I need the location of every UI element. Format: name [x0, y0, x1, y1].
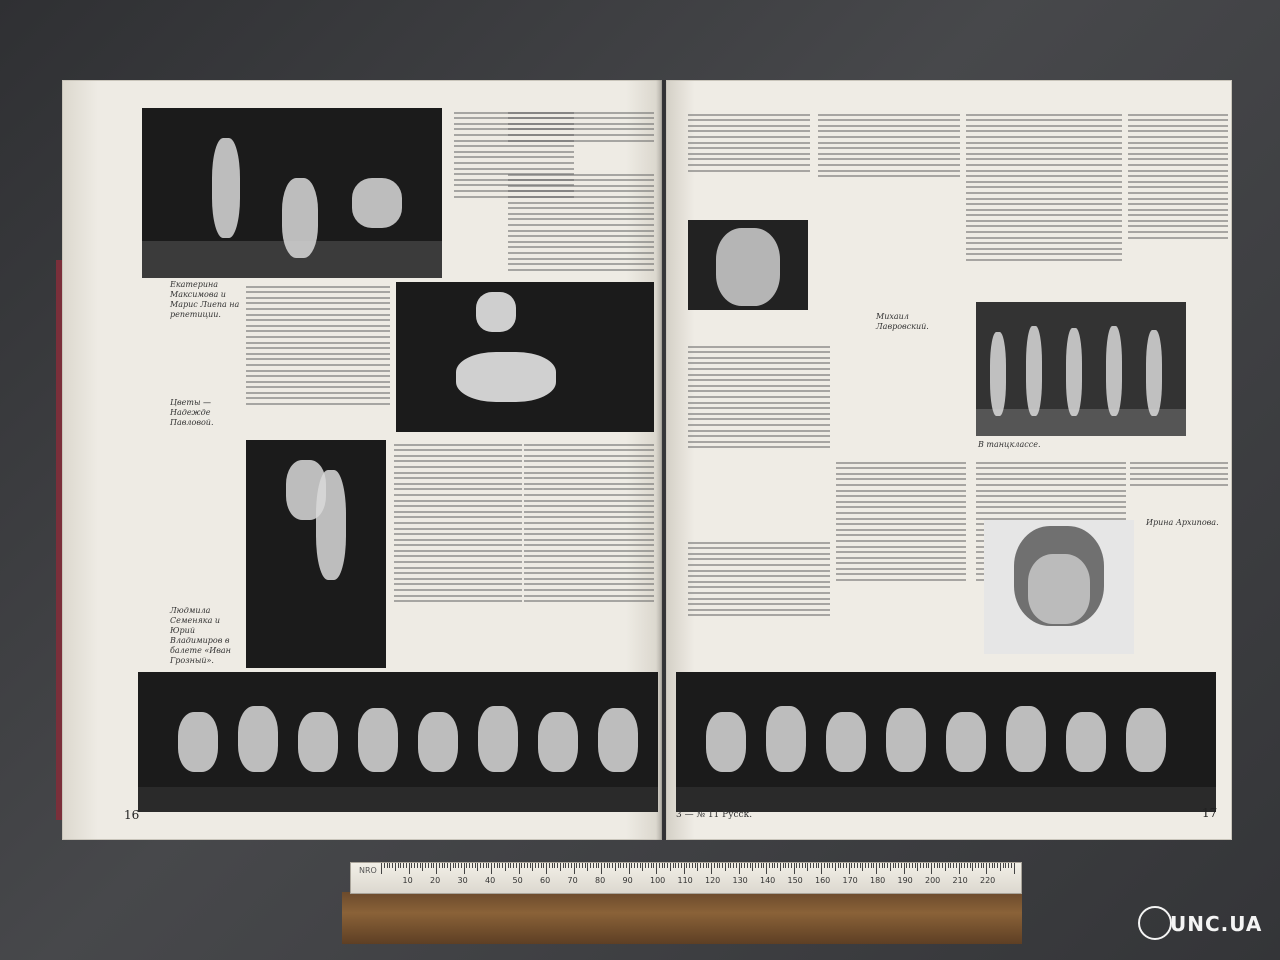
ruler-tick [475, 863, 476, 868]
ruler-tick [755, 863, 756, 868]
ruler-tick [981, 863, 982, 868]
ruler-tick [450, 863, 451, 871]
ruler-tick [774, 863, 775, 868]
ruler-tick [964, 863, 965, 868]
ruler-tick [818, 863, 819, 868]
text-column [688, 342, 830, 532]
ruler-tick [502, 863, 503, 868]
ruler-tick [931, 863, 932, 874]
ruler-tick [571, 863, 572, 868]
ruler-number: 180 [870, 876, 886, 885]
ruler-tick [601, 863, 602, 874]
ruler-number: 100 [650, 876, 666, 885]
ruler-tick [750, 863, 751, 868]
ruler-tick [389, 863, 390, 868]
ruler [350, 862, 1022, 894]
ruler-tick [433, 863, 434, 868]
ruler-tick [926, 863, 927, 868]
ruler-tick [411, 863, 412, 868]
ruler-tick [519, 863, 520, 874]
ruler-number: 110 [677, 876, 693, 885]
ruler-tick [733, 863, 734, 868]
ruler-tick [593, 863, 594, 868]
ruler-tick [730, 863, 731, 868]
photo-corps-de-ballet-right [676, 672, 1216, 812]
ruler-tick [425, 863, 426, 868]
ruler-number: 210 [952, 876, 968, 885]
ruler-tick [675, 863, 676, 868]
ruler-tick [513, 863, 514, 868]
ruler-tick [912, 863, 913, 868]
ruler-tick [972, 863, 973, 871]
ruler-tick [747, 863, 748, 868]
photo-ivan-grozny [246, 440, 386, 668]
ruler-tick [640, 863, 641, 868]
ruler-tick [414, 863, 415, 868]
ruler-tick [631, 863, 632, 868]
ruler-tick [766, 863, 767, 874]
ruler-tick [618, 863, 619, 868]
wooden-block [342, 892, 1022, 944]
ruler-tick [565, 863, 566, 868]
caption-rehearsal: Екатерина Максимова и Марис Лиепа на репетиции. [170, 280, 240, 319]
ruler-tick [499, 863, 500, 868]
ruler-tick [1005, 863, 1006, 868]
ruler-tick [871, 863, 872, 868]
ruler-tick [543, 863, 544, 868]
portrait-lavrovsky [688, 220, 808, 310]
text-column [508, 108, 654, 168]
ruler-tick [505, 863, 506, 871]
ruler-tick [860, 863, 861, 868]
ruler-number: 40 [485, 876, 496, 885]
ruler-tick [623, 863, 624, 868]
ruler-tick [832, 863, 833, 868]
ruler-tick [486, 863, 487, 868]
ruler-tick [827, 863, 828, 868]
ruler-tick [645, 863, 646, 868]
ruler-tick [884, 863, 885, 868]
ruler-tick [879, 863, 880, 868]
ruler-tick [761, 863, 762, 868]
ruler-number: 140 [760, 876, 776, 885]
ruler-tick [920, 863, 921, 868]
ruler-tick [532, 863, 533, 871]
ruler-tick [824, 863, 825, 868]
ruler-tick [953, 863, 954, 868]
text-column [1130, 458, 1228, 508]
ruler-number: 70 [567, 876, 578, 885]
caption-flowers: Цветы — Надежде Павловой. [170, 398, 214, 427]
ruler-tick [758, 863, 759, 868]
ruler-tick [497, 863, 498, 868]
ruler-tick [989, 863, 990, 868]
ruler-tick [689, 863, 690, 868]
ruler-tick [653, 863, 654, 868]
ruler-tick [510, 863, 511, 868]
open-magazine [62, 80, 1232, 840]
ruler-tick [598, 863, 599, 868]
ruler-tick [1011, 863, 1012, 868]
ruler-tick [530, 863, 531, 868]
ruler-tick [752, 863, 753, 871]
text-column [524, 440, 654, 668]
ruler-tick [662, 863, 663, 868]
ruler-tick [549, 863, 550, 868]
ruler-tick [1003, 863, 1004, 868]
ruler-tick [917, 863, 918, 871]
ruler-tick [835, 863, 836, 871]
ruler-tick [461, 863, 462, 868]
ruler-number: 30 [457, 876, 468, 885]
ruler-tick [574, 863, 575, 874]
ruler-tick [557, 863, 558, 868]
ruler-tick [596, 863, 597, 868]
ruler-tick [521, 863, 522, 868]
ruler-tick [579, 863, 580, 868]
ruler-tick [873, 863, 874, 868]
ruler-tick [967, 863, 968, 868]
ruler-tick [422, 863, 423, 871]
ruler-tick [934, 863, 935, 868]
watermark-logo-icon [1138, 906, 1172, 940]
ruler-tick [436, 863, 437, 874]
ruler-tick [535, 863, 536, 868]
ruler-tick [538, 863, 539, 868]
photo-corps-de-ballet-left [138, 672, 658, 812]
text-column [688, 538, 830, 668]
ruler-tick [703, 863, 704, 868]
ruler-tick [651, 863, 652, 868]
ruler-tick [491, 863, 492, 874]
ruler-tick [942, 863, 943, 868]
ruler-tick [656, 863, 657, 874]
ruler-tick [700, 863, 701, 868]
ruler-tick [442, 863, 443, 868]
ruler-tick [607, 863, 608, 868]
ruler-tick [444, 863, 445, 868]
ruler-tick [769, 863, 770, 868]
ruler-tick [400, 863, 401, 868]
ruler-tick [387, 863, 388, 868]
page-number-right: 17 [1202, 806, 1218, 820]
caption-lavrovsky: Михаил Лавровский. [876, 312, 929, 331]
ruler-tick [849, 863, 850, 874]
ruler-tick [524, 863, 525, 868]
ruler-tick [714, 863, 715, 868]
ruler-tick [560, 863, 561, 871]
ruler-tick [384, 863, 385, 868]
ruler-tick [854, 863, 855, 868]
ruler-tick [604, 863, 605, 868]
ruler-tick [615, 863, 616, 871]
ruler-tick [904, 863, 905, 874]
ruler-number: 20 [430, 876, 441, 885]
ruler-tick [736, 863, 737, 868]
ruler-number: 50 [512, 876, 523, 885]
ruler-tick [843, 863, 844, 868]
ruler-tick [464, 863, 465, 874]
ruler-tick [1000, 863, 1001, 871]
ruler-tick [799, 863, 800, 868]
ruler-tick [978, 863, 979, 868]
ruler-tick [807, 863, 808, 871]
caption-dance-class: В танцклассе. [978, 440, 1041, 449]
ruler-number: 130 [732, 876, 748, 885]
ruler-number: 80 [595, 876, 606, 885]
ruler-tick [791, 863, 792, 868]
text-column [688, 110, 810, 220]
ruler-number: 170 [842, 876, 858, 885]
ruler-tick [667, 863, 668, 868]
ruler-tick [711, 863, 712, 874]
ruler-tick [717, 863, 718, 868]
ruler-tick [890, 863, 891, 871]
ruler-tick [813, 863, 814, 868]
ruler-tick [673, 863, 674, 868]
ruler-tick [802, 863, 803, 868]
ruler-tick [997, 863, 998, 868]
ruler-tick [431, 863, 432, 868]
ruler-tick [970, 863, 971, 868]
ruler-tick [552, 863, 553, 868]
ruler-tick [417, 863, 418, 868]
ruler-tick [739, 863, 740, 874]
portrait-arkhipova [984, 520, 1134, 654]
ruler-tick [398, 863, 399, 868]
ruler-tick [816, 863, 817, 868]
ruler-tick [488, 863, 489, 868]
watermark: UNC.UA [1170, 912, 1263, 936]
ruler-tick [609, 863, 610, 868]
ruler-number: 150 [787, 876, 803, 885]
page-number-left: 16 [124, 808, 140, 822]
text-column [394, 440, 522, 668]
photo-dance-class [976, 302, 1186, 436]
ruler-tick [783, 863, 784, 868]
ruler-tick [395, 863, 396, 871]
ruler-tick [686, 863, 687, 868]
ruler-tick [678, 863, 679, 868]
ruler-tick [840, 863, 841, 868]
ruler-tick [983, 863, 984, 868]
ruler-tick [909, 863, 910, 868]
right-page [666, 80, 1232, 840]
caption-ivan-grozny: Людмила Семеняка и Юрий Владимиров в балете «Иван Грозный». [170, 606, 231, 665]
ruler-tick [1014, 863, 1015, 874]
ruler-tick [664, 863, 665, 868]
ruler-tick [508, 863, 509, 868]
ruler-tick [785, 863, 786, 868]
ruler-tick [838, 863, 839, 868]
ruler-tick [582, 863, 583, 868]
ruler-tick [992, 863, 993, 868]
ruler-tick [695, 863, 696, 868]
photo-flowers [396, 282, 654, 432]
ruler-tick [447, 863, 448, 868]
ruler-tick [906, 863, 907, 868]
text-column [818, 110, 960, 230]
ruler-tick [857, 863, 858, 868]
ruler-tick [725, 863, 726, 871]
ruler-number: 90 [622, 876, 633, 885]
ruler-tick [472, 863, 473, 868]
ruler-tick [420, 863, 421, 868]
ruler-tick [684, 863, 685, 874]
ruler-tick [585, 863, 586, 868]
ruler-tick [642, 863, 643, 871]
ruler-tick [612, 863, 613, 868]
ruler-tick [480, 863, 481, 868]
ruler-tick [950, 863, 951, 868]
ruler-tick [939, 863, 940, 868]
ruler-tick [477, 863, 478, 871]
ruler-tick [706, 863, 707, 868]
ruler-tick [428, 863, 429, 868]
ruler-tick [692, 863, 693, 868]
ruler-tick [494, 863, 495, 868]
ruler-tick [915, 863, 916, 868]
ruler-tick [959, 863, 960, 874]
ruler-tick [901, 863, 902, 868]
ruler-tick [741, 863, 742, 868]
ruler-tick [994, 863, 995, 868]
ruler-tick [620, 863, 621, 868]
ruler-tick [862, 863, 863, 871]
ruler-tick [670, 863, 671, 871]
ruler-number: 160 [815, 876, 831, 885]
ruler-tick [923, 863, 924, 868]
ruler-tick [893, 863, 894, 868]
ruler-tick [876, 863, 877, 874]
ruler-tick [796, 863, 797, 868]
ruler-tick [483, 863, 484, 868]
ruler-tick [728, 863, 729, 868]
ruler-tick [381, 863, 382, 874]
ruler-tick [403, 863, 404, 868]
ruler-tick [458, 863, 459, 868]
ruler-tick [898, 863, 899, 868]
ruler-tick [546, 863, 547, 874]
ruler-tick [681, 863, 682, 868]
ruler-tick [587, 863, 588, 871]
photo-rehearsal [142, 108, 442, 278]
ruler-tick [453, 863, 454, 868]
ruler-tick [895, 863, 896, 868]
ruler-tick [563, 863, 564, 868]
ruler-tick [772, 863, 773, 868]
ruler-tick [626, 863, 627, 868]
issue-label: 3 — № 11 Русск. [676, 810, 753, 820]
ruler-tick [928, 863, 929, 868]
ruler-tick [634, 863, 635, 868]
ruler-tick [945, 863, 946, 871]
ruler-number: 200 [925, 876, 941, 885]
ruler-tick [659, 863, 660, 868]
ruler-tick [821, 863, 822, 874]
ruler-tick [763, 863, 764, 868]
ruler-tick [541, 863, 542, 868]
ruler-number: 220 [980, 876, 996, 885]
ruler-tick [719, 863, 720, 868]
ruler-tick [829, 863, 830, 868]
ruler-tick [956, 863, 957, 868]
ruler-tick [948, 863, 949, 868]
ruler-tick [527, 863, 528, 868]
ruler-tick [568, 863, 569, 868]
ruler-tick [882, 863, 883, 868]
ruler-tick [937, 863, 938, 868]
ruler-tick [887, 863, 888, 868]
ruler-brand: NRO [359, 866, 377, 875]
ruler-tick [466, 863, 467, 868]
ruler-tick [851, 863, 852, 868]
ruler-tick [392, 863, 393, 868]
ruler-tick [794, 863, 795, 874]
ruler-tick [868, 863, 869, 868]
ruler-tick [777, 863, 778, 868]
ruler-number: 190 [897, 876, 913, 885]
ruler-tick [516, 863, 517, 868]
ruler-tick [409, 863, 410, 874]
ruler-tick [744, 863, 745, 868]
ruler-tick [439, 863, 440, 868]
ruler-tick [986, 863, 987, 874]
ruler-number: 10 [402, 876, 413, 885]
ruler-tick [406, 863, 407, 868]
ruler-tick [469, 863, 470, 868]
ruler-tick [810, 863, 811, 868]
ruler-number: 120 [705, 876, 721, 885]
ruler-tick [590, 863, 591, 868]
ruler-tick [780, 863, 781, 871]
ruler-tick [455, 863, 456, 868]
ruler-tick [629, 863, 630, 874]
ruler-tick [846, 863, 847, 868]
ruler-tick [576, 863, 577, 868]
ruler-tick [697, 863, 698, 871]
ruler-tick [961, 863, 962, 868]
ruler-tick [805, 863, 806, 868]
ruler-tick [648, 863, 649, 868]
text-column [836, 458, 966, 668]
caption-arkhipova: Ирина Архипова. [1146, 518, 1219, 527]
ruler-tick [1008, 863, 1009, 868]
ruler-tick [722, 863, 723, 868]
left-page [62, 80, 662, 840]
ruler-tick [637, 863, 638, 868]
ruler-tick [975, 863, 976, 868]
ruler-number: 60 [540, 876, 551, 885]
ruler-tick [865, 863, 866, 868]
ruler-tick [554, 863, 555, 868]
ruler-tick [708, 863, 709, 868]
ruler-tick [788, 863, 789, 868]
